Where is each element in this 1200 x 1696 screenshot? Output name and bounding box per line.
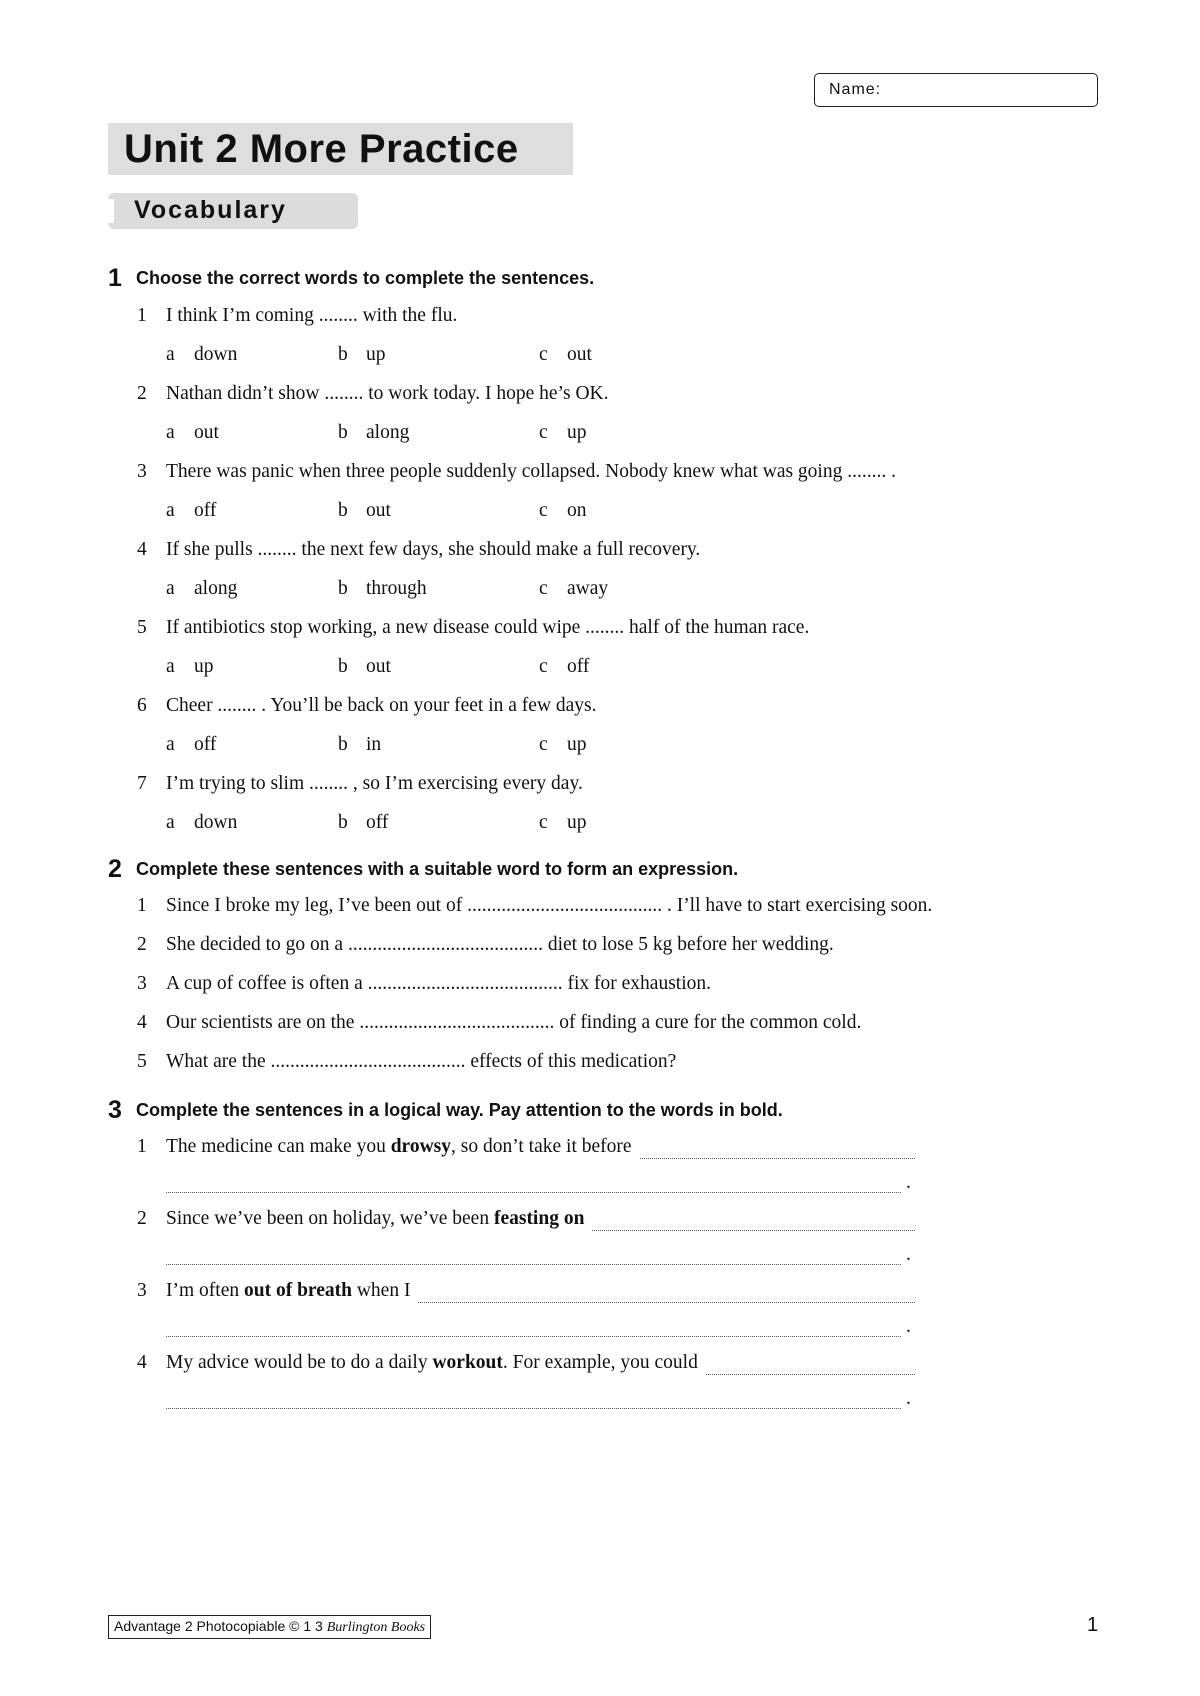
option-a[interactable] [166,500,216,522]
exercise-number: 2 [108,855,122,883]
option-letter: c [539,578,548,599]
option-text: down [194,812,238,833]
option-text: in [366,734,382,755]
option-letter: c [539,422,548,443]
option-text: off [194,500,217,521]
question-text [166,1352,698,1374]
option-letter: c [539,734,548,755]
name-label: Name: [829,81,882,98]
option-text: off [366,812,389,833]
footer-pipe: 3 [315,1618,323,1634]
question-text: If antibiotics stop working, a new disease could wipe ........ half of the human race. [166,617,810,638]
section-title: Vocabulary [134,196,287,224]
question-number: 2 [137,383,147,404]
option-text: down [194,344,238,365]
option-c[interactable] [539,656,589,678]
option-c[interactable] [539,422,587,444]
text-part: when I [351,1280,411,1301]
footer-digit: 1 [303,1618,312,1634]
option-text: out [366,656,391,677]
option-text: up [194,656,214,677]
option-letter: b [338,734,348,755]
exercise-instruction: Choose the correct words to complete the sentences. [136,268,595,288]
option-text: off [194,734,217,755]
question-text: A cup of coffee is often a ........................................ fix for exhaustion. [166,973,711,994]
option-text: up [567,812,587,833]
option-letter: a [166,734,175,755]
option-letter: a [166,578,175,599]
option-c[interactable] [539,344,592,366]
bold-keyword: workout [432,1352,503,1373]
question-number: 6 [137,695,147,716]
question-number: 1 [137,305,147,326]
answer-line[interactable] [166,1336,901,1337]
question-text: I’m trying to slim ........ , so I’m exercising every day. [166,773,583,794]
option-text: on [567,500,587,521]
option-text: away [567,578,609,599]
answer-line[interactable] [166,1264,901,1265]
answer-line[interactable] [706,1374,915,1375]
answer-line[interactable] [166,1192,901,1193]
option-a[interactable] [166,812,237,834]
question-text: If she pulls ........ the next few days, she should make a full recovery. [166,539,701,560]
question-text: Our scientists are on the ........................................ of finding a cure for the common cold. [166,1012,862,1033]
option-text: up [366,344,386,365]
period: . [906,1316,911,1337]
option-c[interactable] [539,734,587,756]
bold-keyword: out of breath [243,1280,352,1301]
question-number: 3 [137,461,147,482]
question-number: 1 [137,1136,147,1157]
page-number: 1 [1087,1614,1099,1636]
option-letter: a [166,812,175,833]
question-text: There was panic when three people suddenly collapsed. Nobody knew what was going ........ . [166,461,896,482]
period: . [906,1388,911,1409]
question-number: 5 [137,1051,147,1072]
question-number: 3 [137,1280,147,1301]
exercise-instruction: Complete these sentences with a suitable word to form an expression. [136,859,739,879]
exercise-instruction: Complete the sentences in a logical way. Pay attention to the words in bold. [136,1100,783,1120]
option-b[interactable] [338,656,391,678]
text-part: Since we’ve been on holiday, we’ve been [166,1208,494,1229]
option-b[interactable] [338,734,381,756]
text-part: , so don’t take it before [451,1136,632,1157]
answer-line[interactable] [640,1158,915,1159]
option-b[interactable] [338,344,386,366]
text-part: My advice would be to do a daily [166,1352,433,1373]
footer-text: Advantage 2 Photocopiable © [114,1618,304,1634]
option-c[interactable] [539,578,608,600]
question-number: 4 [137,539,147,560]
question-number: 4 [137,1012,147,1033]
option-letter: c [539,812,548,833]
answer-line[interactable] [418,1302,915,1303]
text-part: I’m often [166,1280,244,1301]
question-number: 4 [137,1352,147,1373]
section-header [108,193,358,229]
option-letter: b [338,656,348,677]
option-letter: b [338,500,348,521]
question-text [166,1136,632,1158]
footer-copyright [108,1615,431,1639]
option-b[interactable] [338,812,388,834]
option-c[interactable] [539,500,587,522]
option-text: out [567,344,592,365]
question-number: 3 [137,973,147,994]
option-b[interactable] [338,422,409,444]
option-text: along [366,422,410,443]
title-bar [108,123,573,175]
option-a[interactable] [166,656,214,678]
text-part: . For example, you could [502,1352,698,1373]
answer-line[interactable] [592,1230,915,1231]
option-letter: a [166,422,175,443]
question-number: 2 [137,1208,147,1229]
option-letter: a [166,500,175,521]
option-letter: b [338,422,348,443]
question-number: 2 [137,934,147,955]
exercise-number: 3 [108,1096,122,1124]
text-part: The medicine can make you [166,1136,391,1157]
question-number: 1 [137,895,147,916]
question-text [166,1208,584,1230]
option-text: out [194,422,219,443]
page-title: Unit 2 More Practice [124,127,519,171]
question-number: 5 [137,617,147,638]
question-text: Nathan didn’t show ........ to work today. I hope he’s OK. [166,383,609,404]
section-notch [108,199,114,223]
option-a[interactable] [166,578,237,600]
option-text: up [567,734,587,755]
question-text: Cheer ........ . You’ll be back on your feet in a few days. [166,695,597,716]
option-text: off [567,656,590,677]
option-a[interactable] [166,344,237,366]
period: . [906,1244,911,1265]
bold-keyword: drowsy [390,1136,452,1157]
question-text: She decided to go on a ........................................ diet to lose 5 kg before her wedding. [166,934,834,955]
question-text: Since I broke my leg, I’ve been out of ........................................ . I’ll have to start exercising soon. [166,895,933,916]
option-a[interactable] [166,422,219,444]
period: . [906,1172,911,1193]
name-field[interactable] [814,73,1098,107]
option-letter: c [539,344,548,365]
option-text: out [366,500,391,521]
option-text: along [194,578,238,599]
question-text: I think I’m coming ........ with the flu. [166,305,458,326]
option-letter: b [338,578,348,599]
option-c[interactable] [539,812,587,834]
footer-brand: Burlington Books [326,1620,426,1635]
option-a[interactable] [166,734,216,756]
option-letter: b [338,812,348,833]
question-text [166,1280,410,1302]
answer-line[interactable] [166,1408,901,1409]
option-b[interactable] [338,500,391,522]
option-letter: b [338,344,348,365]
bold-keyword: feasting on [493,1208,585,1229]
question-number: 7 [137,773,147,794]
option-letter: c [539,656,548,677]
option-b[interactable] [338,578,427,600]
exercise-number: 1 [108,264,122,292]
option-letter: a [166,656,175,677]
option-text: up [567,422,587,443]
option-text: through [366,578,427,599]
option-letter: a [166,344,175,365]
option-letter: c [539,500,548,521]
question-text: What are the ........................................ effects of this medication? [166,1051,677,1072]
